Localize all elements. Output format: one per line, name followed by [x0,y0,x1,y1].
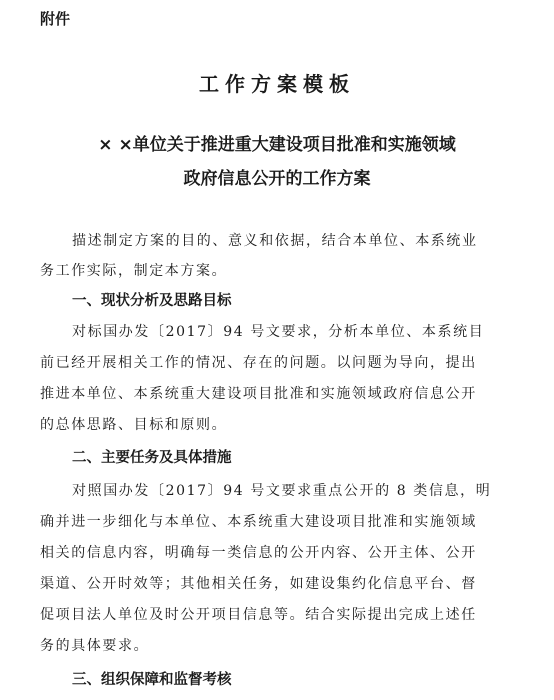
section-3-heading: 三、组织保障和监督考核 [72,672,232,688]
section-2-line-3: 相关的信息内容，明确每一类信息的公开内容、公开主体、公开 [40,545,477,561]
section-2-line-2: 确并进一步细化与本单位、本系统重大建设项目批准和实施领域 [40,514,477,530]
subtitle-line-1: × ×单位关于推进重大建设项目批准和实施领域 [98,135,456,155]
subtitle-line-2: 政府信息公开的工作方案 [183,169,371,189]
section-2-line-6: 务的具体要求。 [40,638,150,654]
section-1-line-4: 的总体思路、目标和原则。 [40,417,228,433]
section-1-line-3: 推进本单位、本系统重大建设项目批准和实施领域政府信息公开 [40,386,477,402]
section-2-heading: 二、主要任务及具体措施 [72,450,232,466]
intro-line-1: 描述制定方案的目的、意义和依据，结合本单位、本系统业 [72,233,478,249]
intro-line-2: 务工作实际，制定本方案。 [40,263,228,279]
section-1-line-1: 对标国办发〔2017〕94 号文要求，分析本单位、本系统目 [72,324,485,340]
section-1-heading: 一、现状分析及思路目标 [72,293,232,309]
section-2-line-4: 渠道、公开时效等；其他相关任务，如建设集约化信息平台、督 [40,576,477,592]
section-2-line-1: 对照国办发〔2017〕94 号文要求重点公开的 8 类信息，明 [72,483,492,499]
section-1-line-2: 前已经开展相关工作的情况、存在的问题。以问题为导向，提出 [40,355,477,371]
section-2-line-5: 促项目法人单位及时公开项目信息等。结合实际提出完成上述任 [40,607,477,623]
document-title: 工作方案模板 [199,72,355,96]
attachment-label: 附件 [40,10,71,28]
